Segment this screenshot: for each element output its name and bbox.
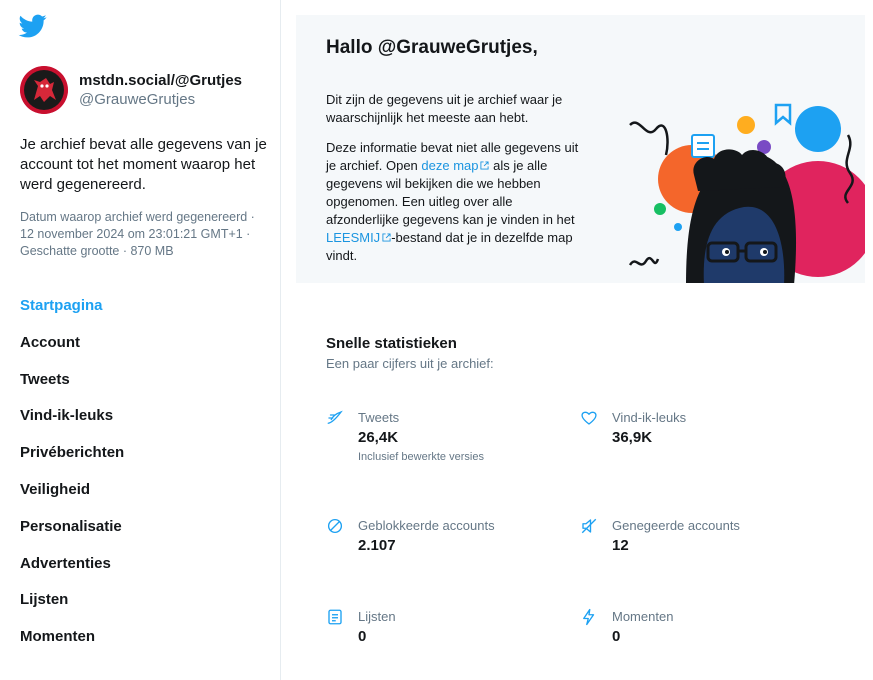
readme-link[interactable] [326, 230, 391, 245]
twitter-bird-icon[interactable] [17, 12, 49, 40]
welcome-card [296, 15, 865, 283]
info-text-3: -bestand dat je in dezelfde map vindt. [326, 230, 573, 263]
avatar [20, 66, 68, 114]
nav-item-momenten[interactable]: Momenten [20, 628, 95, 646]
welcome-info [326, 139, 588, 265]
archive-intro: Je archief bevat alle gegevens van je account tot het moment waarop het werd gegenereerd. [20, 136, 267, 193]
stat-tweets-value: 26,4K [358, 429, 399, 446]
stat-likes-value: 36,9K [612, 429, 653, 446]
info-text-2: als je alle gegevens wil bekijken die we hebben opgenomen. Een uitleg over alle afzonderlijke gegevens kan je vinden in het [326, 158, 575, 227]
profile-header [20, 66, 242, 114]
stat-likes-label: Vind-ik-leuks [612, 410, 687, 425]
nav-item-account[interactable]: Account [20, 333, 80, 351]
stat-tweets-label: Tweets [358, 410, 400, 425]
nav-item-vind-ik-leuks[interactable]: Vind-ik-leuks [20, 407, 114, 425]
external-link-icon [382, 233, 391, 242]
nav-item-personalisatie[interactable]: Personalisatie [20, 517, 122, 535]
stat-moments-label: Momenten [612, 609, 674, 624]
stat-muted-value: 12 [612, 537, 629, 554]
stat-blocked-label: Geblokkeerde accounts [358, 518, 495, 533]
nav-item-veiligheid[interactable]: Veiligheid [20, 480, 91, 498]
block-icon [326, 517, 344, 535]
stat-muted-label: Genegeerde accounts [612, 518, 740, 533]
nav-item-priveberichten[interactable]: Privéberichten [20, 444, 125, 462]
nav-item-startpagina[interactable]: Startpagina [20, 297, 103, 314]
nav-item-lijsten[interactable]: Lijsten [20, 591, 69, 609]
avatar-image [20, 66, 68, 114]
archive-meta: Datum waarop archief werd gegenereerd · 12 november 2024 om 23:01:21 GMT+1 · Geschatte grootte · 870 MB [20, 210, 255, 258]
display-name: mstdn.social/@Grutjes [79, 71, 243, 89]
welcome-title: Hallo @GrauweGrutjes, [326, 37, 538, 58]
stats-title: Snelle statistieken [326, 335, 457, 352]
welcome-text: Dit zijn de gegevens uit je archief waar je waarschijnlijk het meeste aan hebt. [326, 92, 563, 125]
quill-icon [326, 409, 344, 427]
user-handle: @GrauweGrutjes [79, 90, 196, 108]
stat-lists-value: 0 [358, 628, 367, 645]
stat-moments-value: 0 [612, 628, 621, 645]
heart-icon [580, 409, 598, 427]
stat-tweets-note: Inclusief bewerkte versies [358, 451, 484, 463]
lightning-icon [580, 608, 598, 626]
sidebar [0, 0, 281, 680]
folder-link-label: deze map [421, 158, 479, 173]
sidebar-nav [20, 296, 124, 664]
nav-item-tweets[interactable]: Tweets [20, 370, 70, 388]
hero-illustration [626, 95, 865, 283]
stat-lists-label: Lijsten [358, 609, 396, 624]
stats-subtitle: Een paar cijfers uit je archief: [326, 356, 494, 371]
mute-icon [580, 517, 598, 535]
folder-link[interactable] [421, 158, 489, 173]
list-icon [326, 608, 344, 626]
nav-item-advertenties[interactable]: Advertenties [20, 554, 111, 572]
info-text-1: Deze informatie bevat niet alle gegevens uit je archief. Open [326, 140, 579, 173]
stat-blocked-value: 2.107 [358, 537, 396, 554]
readme-link-label: LEESMIJ [326, 230, 381, 245]
main-content [282, 0, 873, 680]
